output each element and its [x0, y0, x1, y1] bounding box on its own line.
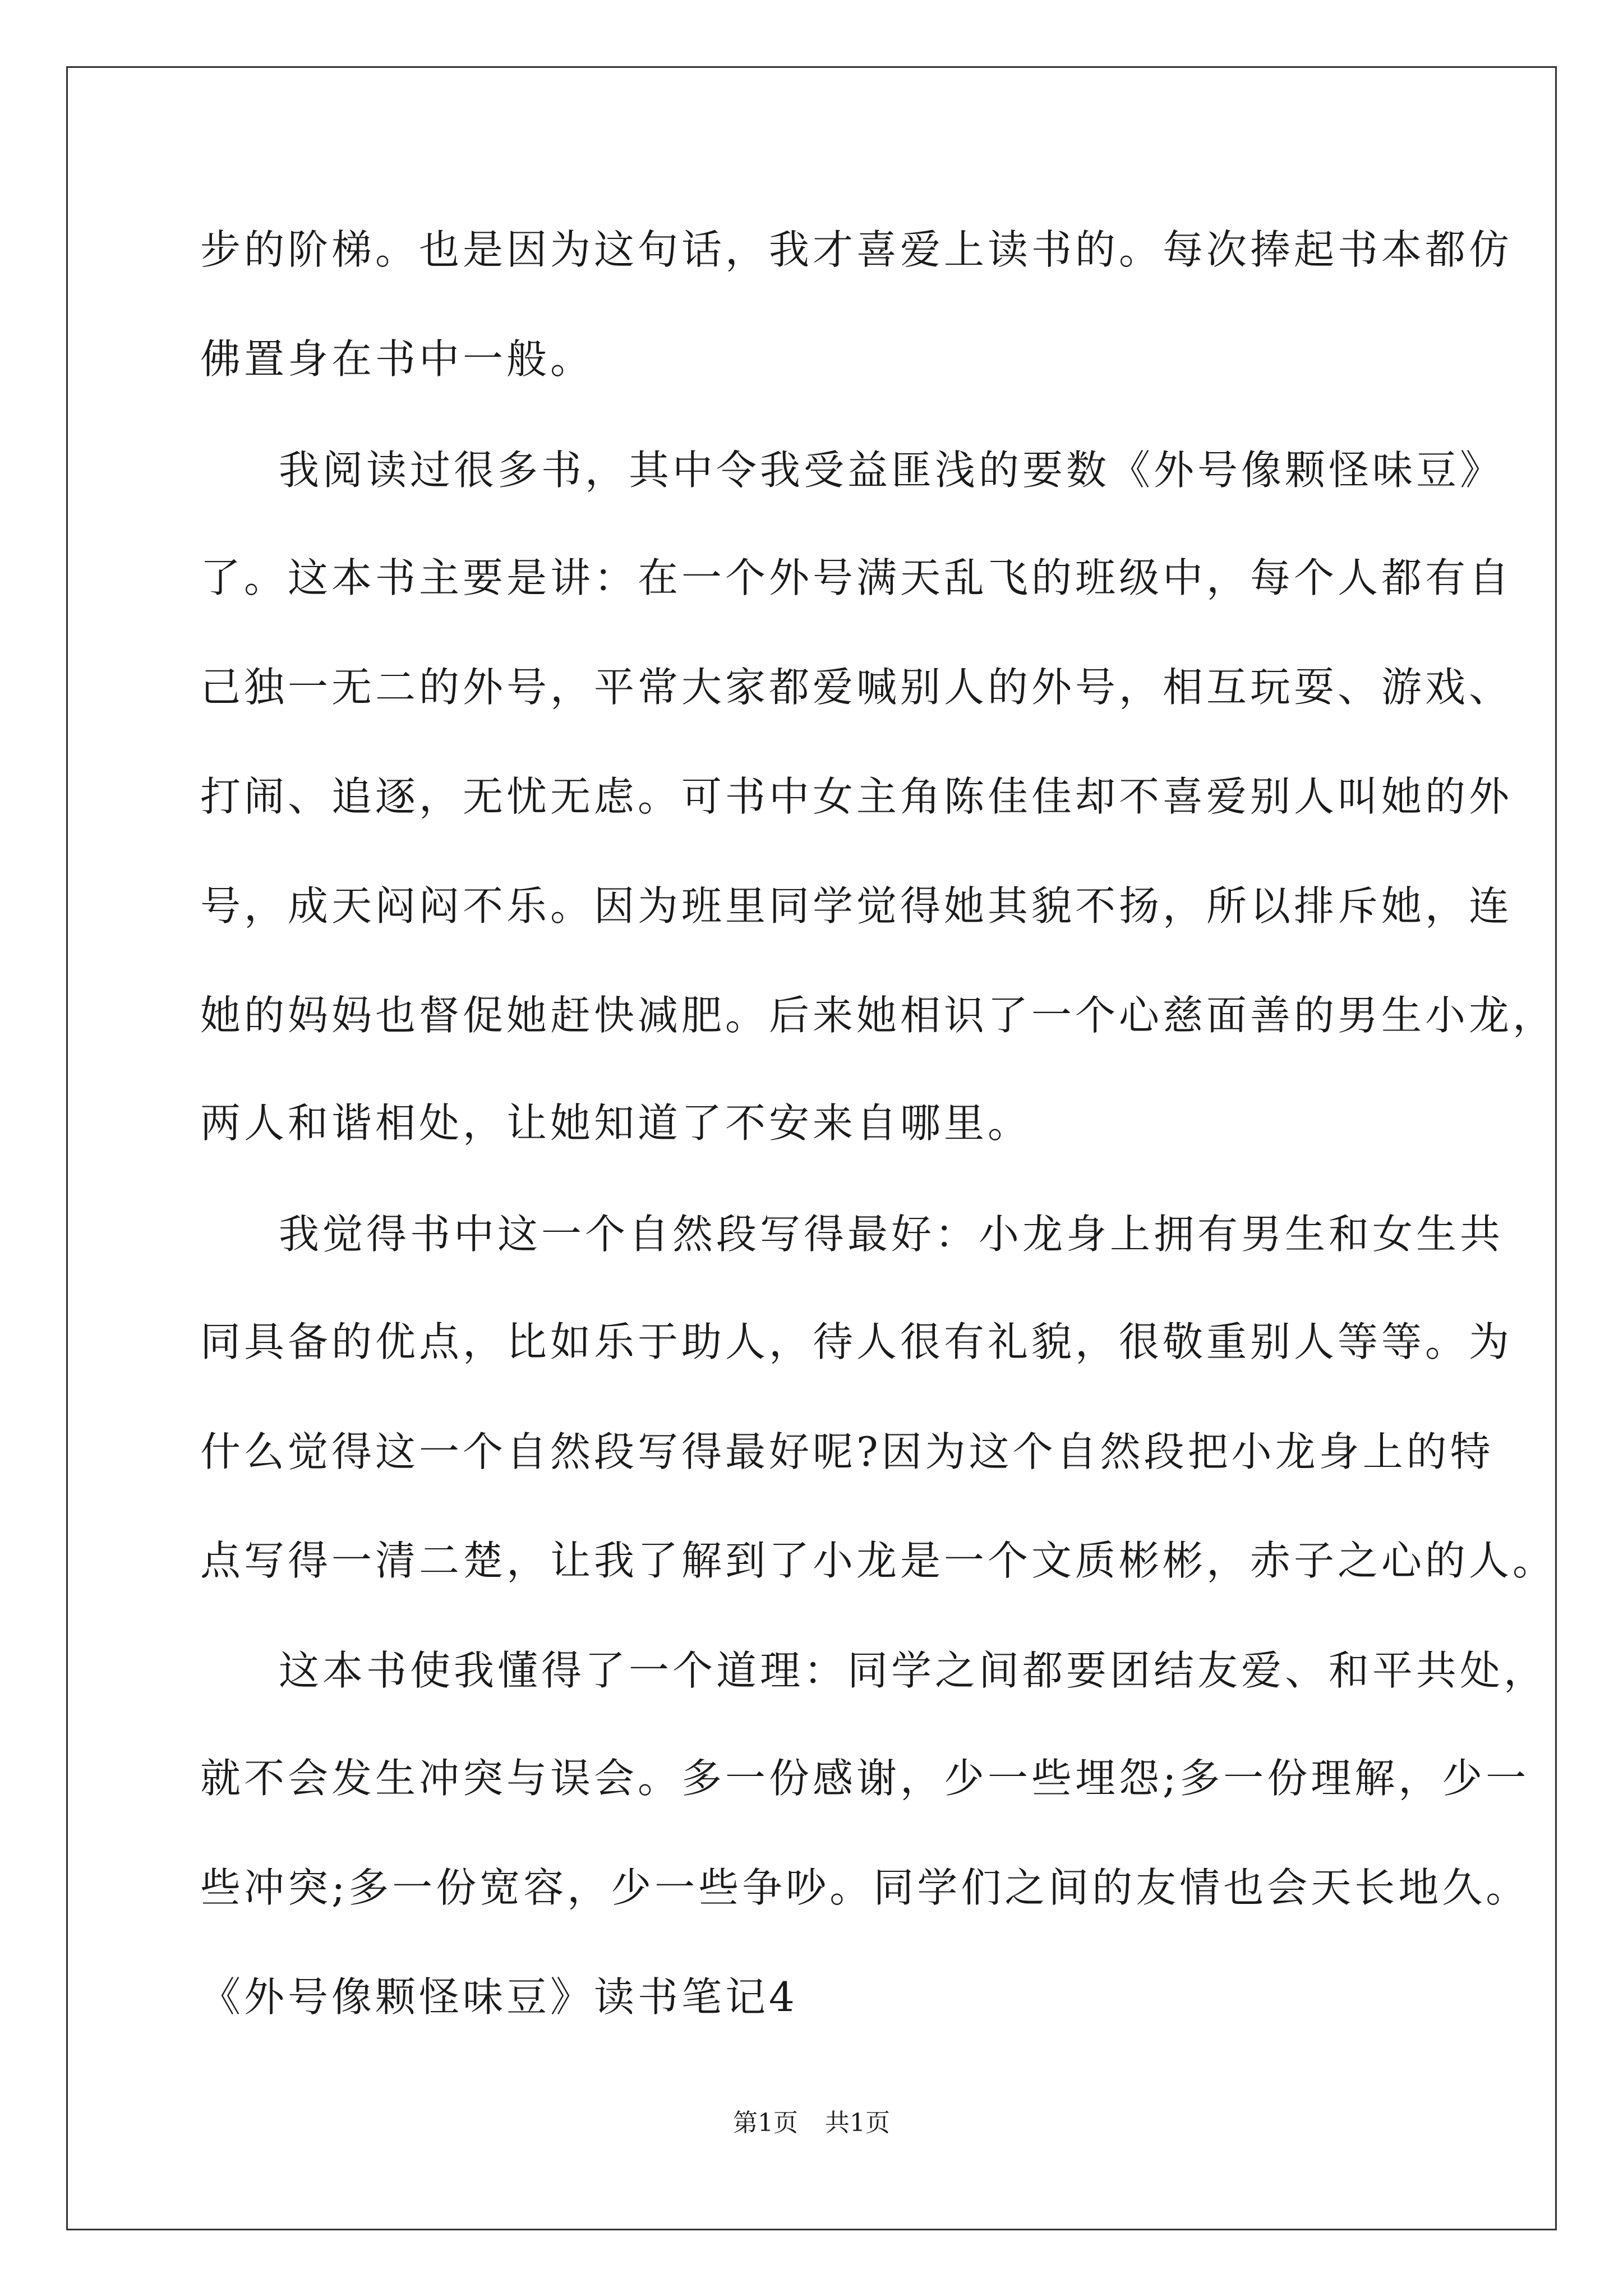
page-footer	[0, 2106, 1623, 2140]
section-heading: 《外号像颗怪味豆》读书笔记4	[200, 1973, 798, 2021]
text-line: 就不会发生冲突与误会。多一份感谢，少一些埋怨;多一份理解，少一	[200, 1755, 1530, 1802]
text-line: 步的阶梯。也是因为这句话，我才喜爱上读书的。每次捧起书本都仿	[200, 226, 1513, 273]
text-line: 同具备的优点，比如乐于助人，待人很有礼貌，很敬重别人等等。为	[200, 1318, 1513, 1365]
text-line: 号，成天闷闷不乐。因为班里同学觉得她其貌不扬，所以排斥她，连	[200, 882, 1513, 930]
paragraph-start-line: 我觉得书中这一个自然段写得最好：小龙身上拥有男生和女生共	[279, 1211, 1504, 1258]
text-line: 佛置身在书中一般。	[200, 335, 594, 383]
paragraph-start-line: 我阅读过很多书，其中令我受益匪浅的要数《外号像颗怪味豆》	[279, 447, 1504, 494]
text-line: 什么觉得这一个自然段写得最好呢?因为这个自然段把小龙身上的特	[200, 1428, 1494, 1475]
page-number: 第1页	[733, 2109, 798, 2137]
text-line: 点写得一清二楚，让我了解到了小龙是一个文质彬彬，赤子之心的人。	[200, 1537, 1557, 1584]
paragraph-start-line: 这本书使我懂得了一个道理：同学之间都要团结友爱、和平共处，	[279, 1647, 1548, 1694]
page-total: 共1页	[825, 2109, 890, 2137]
text-line: 己独一无二的外号，平常大家都爱喊别人的外号，相互玩耍、游戏、	[200, 664, 1513, 711]
text-line: 些冲突;多一份宽容，少一些争吵。同学们之间的友情也会天长地久。	[200, 1864, 1530, 1911]
text-line: 她的妈妈也督促她赶快减肥。后来她相识了一个心慈面善的男生小龙，	[200, 992, 1557, 1039]
text-line: 两人和谐相处，让她知道了不安来自哪里。	[200, 1099, 1032, 1147]
text-line: 了。这本书主要是讲：在一个外号满天乱飞的班级中，每个人都有自	[200, 554, 1513, 601]
text-line: 打闹、追逐，无忧无虑。可书中女主角陈佳佳却不喜爱别人叫她的外	[200, 773, 1513, 820]
